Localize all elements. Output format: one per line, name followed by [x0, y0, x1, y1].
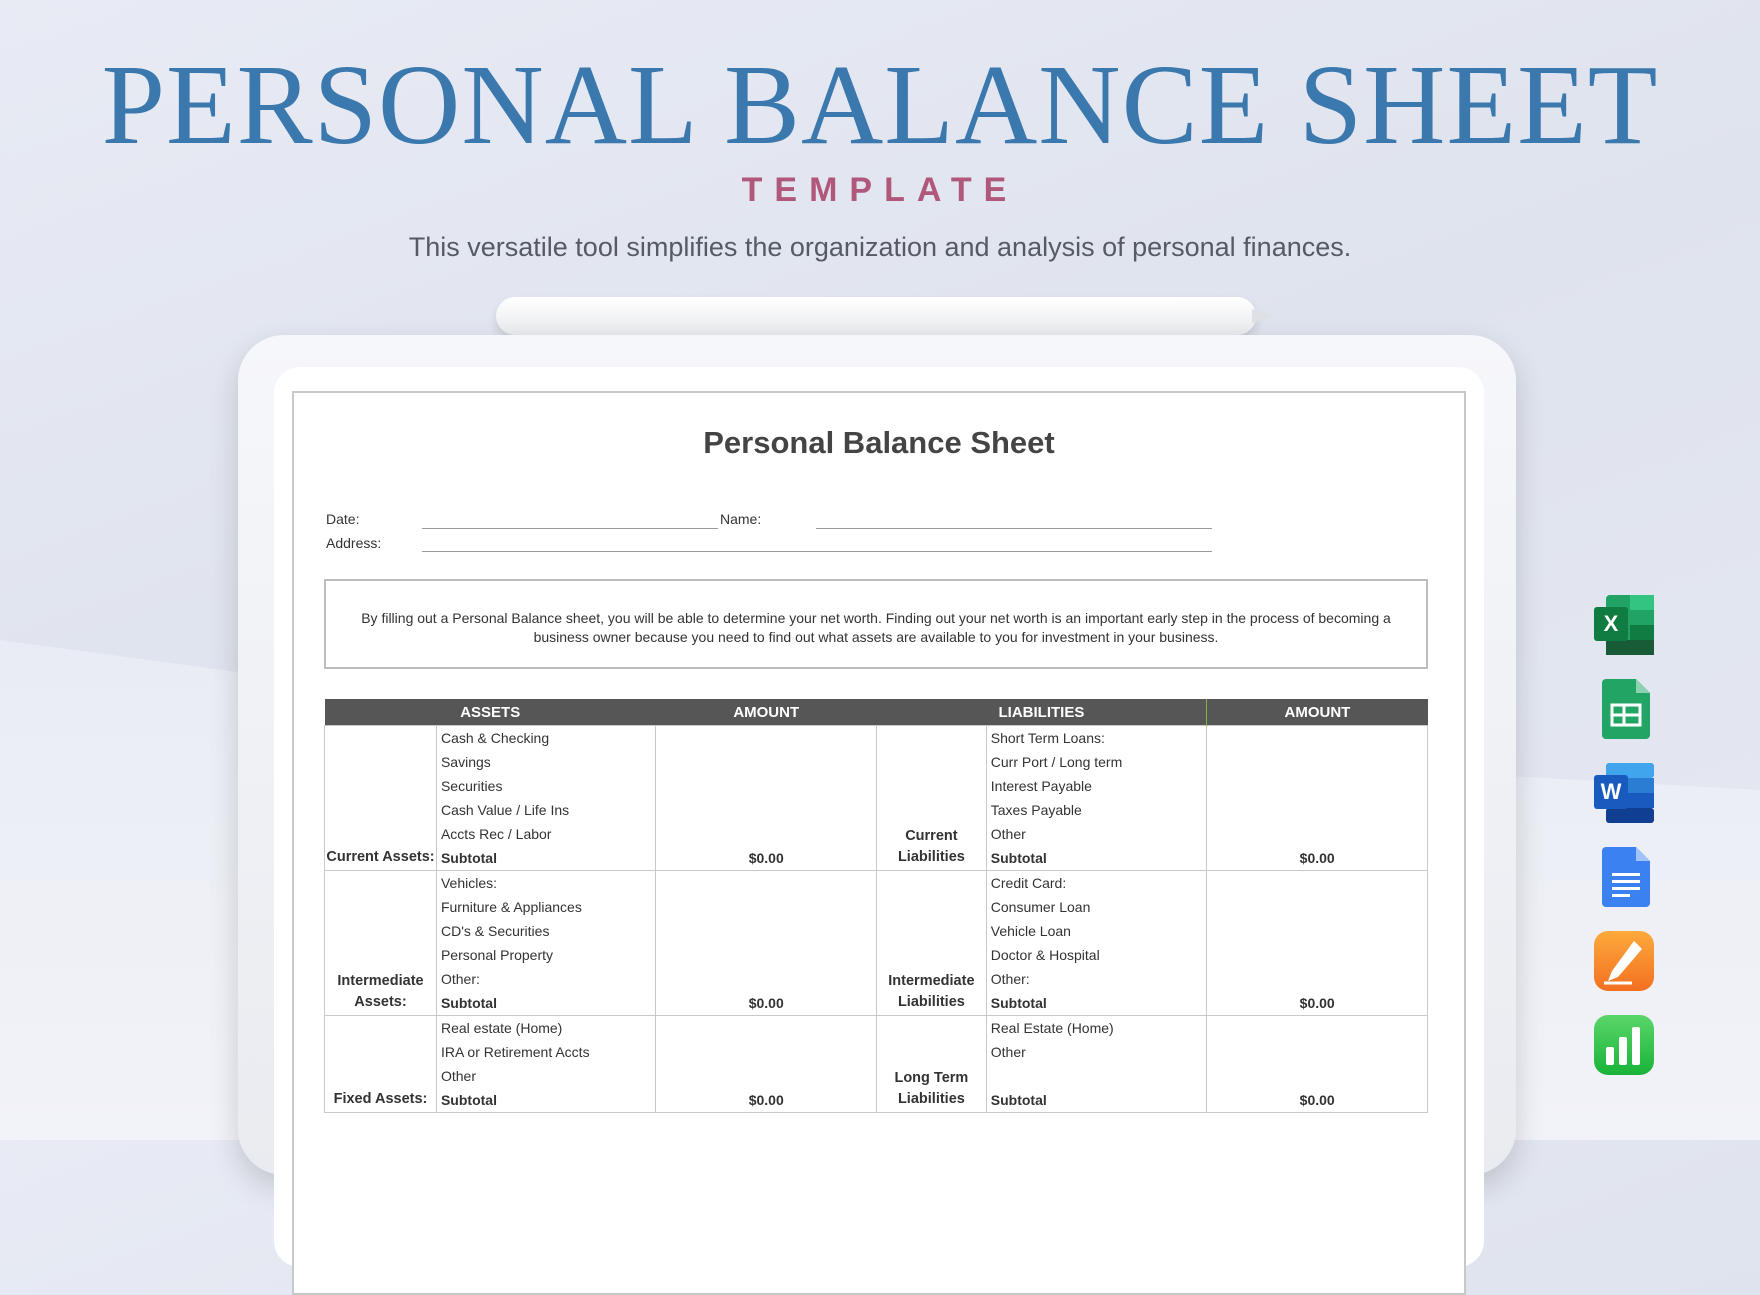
subtotal-label: Subtotal — [440, 995, 497, 1011]
line-item[interactable]: Curr Port / Long term — [990, 754, 1123, 770]
line-item[interactable]: IRA or Retirement Accts — [440, 1044, 590, 1060]
subtotal-label: Subtotal — [440, 850, 497, 866]
line-item[interactable]: Real estate (Home) — [440, 1020, 563, 1036]
liability-category-label: Long Term Liabilities — [877, 1016, 987, 1113]
asset-items — [436, 1016, 655, 1113]
line-item[interactable]: Other — [990, 826, 1026, 842]
word-icon[interactable] — [1592, 761, 1656, 825]
header-liabilities: LIABILITIES — [877, 699, 1207, 726]
liability-category-label: Current Liabilities — [877, 726, 987, 871]
line-item[interactable]: Consumer Loan — [990, 899, 1091, 915]
svg-text:X: X — [1603, 611, 1619, 636]
asset-subtotal-amount[interactable]: $0.00 — [656, 726, 877, 871]
address-label: Address: — [326, 535, 382, 551]
tablet-frame — [238, 335, 1516, 1175]
subtotal-label: Subtotal — [440, 1092, 497, 1108]
line-item[interactable]: Short Term Loans: — [990, 730, 1105, 746]
name-field[interactable] — [816, 528, 1212, 529]
asset-subtotal-amount[interactable]: $0.00 — [656, 871, 877, 1016]
intro-text-box: By filling out a Personal Balance sheet, you will be able to determine your net worth. Finding out your net worth is an important early step in the process of becoming a business owner because you need to find out what assets are available to you for investment in your business. — [324, 579, 1428, 669]
line-item[interactable]: Savings — [440, 754, 491, 770]
line-item[interactable]: Other — [990, 1044, 1026, 1060]
header-assets-amount: AMOUNT — [656, 699, 877, 726]
line-item[interactable]: Other — [440, 1068, 476, 1084]
google-docs-icon[interactable] — [1592, 845, 1656, 909]
stylus-pencil — [496, 297, 1256, 335]
numbers-icon[interactable] — [1592, 1013, 1656, 1077]
liability-subtotal-amount[interactable]: $0.00 — [1207, 726, 1428, 871]
date-label: Date: — [326, 511, 360, 527]
asset-category-label: Intermediate Assets: — [325, 871, 437, 1016]
table-row — [325, 871, 1428, 1016]
line-item[interactable]: Doctor & Hospital — [990, 947, 1100, 963]
subtotal-label: Subtotal — [990, 850, 1047, 866]
liability-items — [986, 726, 1207, 871]
liability-items — [986, 1016, 1207, 1113]
page-subtitle: TEMPLATE — [741, 171, 1019, 209]
subtotal-label: Subtotal — [990, 995, 1047, 1011]
subtotal-label: Subtotal — [990, 1092, 1047, 1108]
line-item[interactable]: Vehicle Loan — [990, 923, 1071, 939]
liability-items — [986, 871, 1207, 1016]
address-field[interactable] — [422, 551, 1212, 552]
line-item[interactable]: Securities — [440, 778, 503, 794]
line-item[interactable]: Interest Payable — [990, 778, 1092, 794]
line-item[interactable]: Cash & Checking — [440, 730, 550, 746]
header-assets: ASSETS — [325, 699, 656, 726]
excel-icon[interactable] — [1592, 593, 1656, 657]
asset-subtotal-amount[interactable]: $0.00 — [656, 1016, 877, 1113]
page-title: PERSONAL BALANCE SHEET — [101, 41, 1659, 168]
liability-subtotal-amount[interactable]: $0.00 — [1207, 1016, 1428, 1113]
svg-text:W: W — [1600, 779, 1622, 804]
line-item[interactable]: Vehicles: — [440, 875, 498, 891]
line-item[interactable]: Accts Rec / Labor — [440, 826, 552, 842]
line-item[interactable]: Other: — [990, 971, 1030, 987]
google-sheets-icon[interactable] — [1592, 677, 1656, 741]
asset-category-label: Fixed Assets: — [325, 1016, 437, 1113]
table-row — [325, 1016, 1428, 1113]
asset-items — [436, 871, 655, 1016]
date-field[interactable] — [422, 528, 718, 529]
page-description: This versatile tool simplifies the organization and analysis of personal finances. — [408, 232, 1352, 262]
table-header-row — [325, 699, 1428, 726]
line-item[interactable]: CD's & Securities — [440, 923, 550, 939]
pages-icon[interactable] — [1592, 929, 1656, 993]
name-label: Name: — [720, 511, 762, 527]
asset-category-label: Current Assets: — [325, 726, 437, 871]
sheet-title: Personal Balance Sheet — [703, 425, 1055, 460]
asset-items — [436, 726, 655, 871]
line-item[interactable]: Cash Value / Life Ins — [440, 802, 570, 818]
line-item[interactable]: Personal Property — [440, 947, 554, 963]
liability-category-label: Intermediate Liabilities — [877, 871, 987, 1016]
line-item[interactable]: Real Estate (Home) — [990, 1020, 1114, 1036]
liability-subtotal-amount[interactable]: $0.00 — [1207, 871, 1428, 1016]
line-item[interactable]: Furniture & Appliances — [440, 899, 582, 915]
line-item[interactable]: Taxes Payable — [990, 802, 1082, 818]
balance-table — [324, 699, 1428, 1113]
balance-sheet-document — [292, 391, 1466, 1295]
table-row — [325, 726, 1428, 871]
header-liabilities-amount: AMOUNT — [1207, 699, 1428, 726]
tablet-screen — [274, 367, 1484, 1267]
line-item[interactable]: Other: — [440, 971, 480, 987]
line-item[interactable] — [987, 1064, 1207, 1088]
line-item[interactable]: Credit Card: — [990, 875, 1067, 891]
